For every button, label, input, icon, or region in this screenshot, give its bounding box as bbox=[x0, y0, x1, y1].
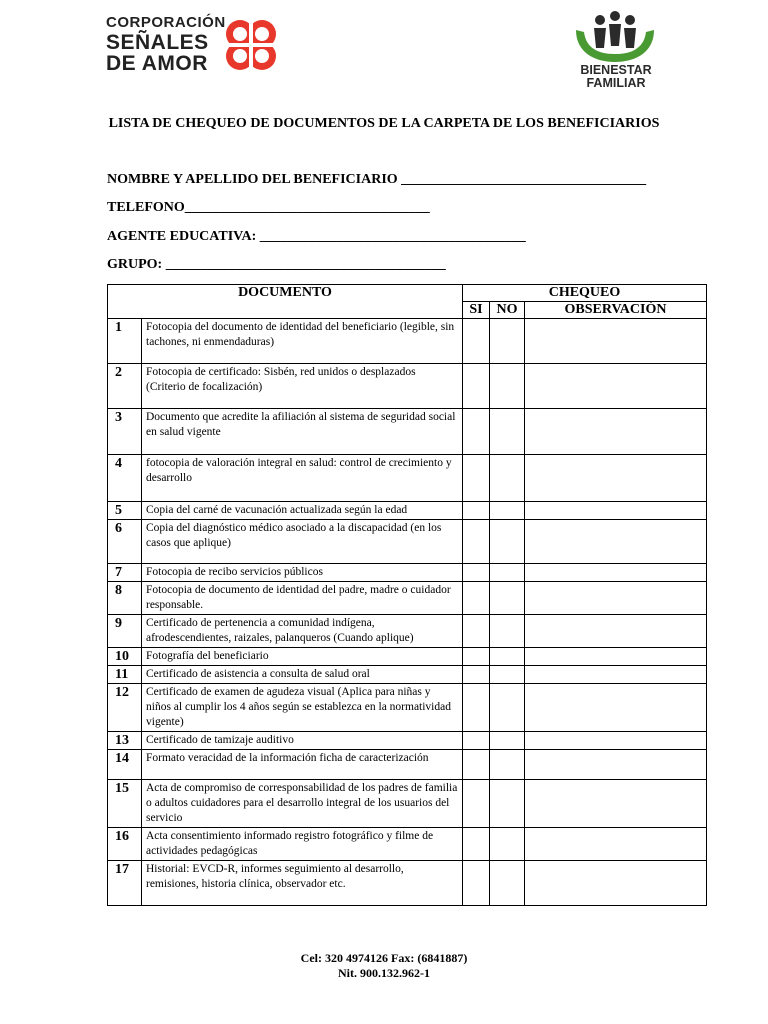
check-si[interactable] bbox=[463, 750, 490, 780]
observacion-cell[interactable] bbox=[525, 502, 707, 520]
check-no[interactable] bbox=[490, 319, 525, 364]
row-number: 12 bbox=[108, 684, 142, 732]
observacion-cell[interactable] bbox=[525, 615, 707, 648]
row-document: fotocopia de valoración integral en salud: control de crecimiento y desarrollo bbox=[142, 455, 463, 502]
field-nombre[interactable]: NOMBRE Y APELLIDO DEL BENEFICIARIO ___________________________________ bbox=[107, 172, 647, 187]
header-documento: DOCUMENTO bbox=[108, 285, 463, 319]
observacion-cell[interactable] bbox=[525, 364, 707, 409]
observacion-cell[interactable] bbox=[525, 732, 707, 750]
check-no[interactable] bbox=[490, 364, 525, 409]
row-number: 1 bbox=[108, 319, 142, 364]
table-row bbox=[108, 455, 707, 502]
check-si[interactable] bbox=[463, 409, 490, 455]
observacion-cell[interactable] bbox=[525, 455, 707, 502]
check-si[interactable] bbox=[463, 684, 490, 732]
table-row bbox=[108, 364, 707, 409]
row-number: 2 bbox=[108, 364, 142, 409]
table-row bbox=[108, 409, 707, 455]
check-no[interactable] bbox=[490, 648, 525, 666]
check-no[interactable] bbox=[490, 455, 525, 502]
check-no[interactable] bbox=[490, 666, 525, 684]
check-no[interactable] bbox=[490, 564, 525, 582]
observacion-cell[interactable] bbox=[525, 582, 707, 615]
check-no[interactable] bbox=[490, 750, 525, 780]
row-document: Acta de compromiso de corresponsabilidad de los padres de familia o adultos cuidadores para el desarrollo integral de los usuarios del servicio bbox=[142, 780, 463, 828]
table-row bbox=[108, 520, 707, 564]
row-document: Fotocopia de certificado: Sisbén, red unidos o desplazados (Criterio de focalización) bbox=[142, 364, 463, 409]
check-si[interactable] bbox=[463, 319, 490, 364]
row-document: Fotografía del beneficiario bbox=[142, 648, 463, 666]
table-row bbox=[108, 684, 707, 732]
row-number: 8 bbox=[108, 582, 142, 615]
table-row bbox=[108, 732, 707, 750]
check-si[interactable] bbox=[463, 455, 490, 502]
check-si[interactable] bbox=[463, 780, 490, 828]
check-si[interactable] bbox=[463, 564, 490, 582]
check-si[interactable] bbox=[463, 520, 490, 564]
row-document: Historial: EVCD-R, informes seguimiento al desarrollo, remisiones, historia clínica, observador etc. bbox=[142, 861, 463, 906]
row-number: 10 bbox=[108, 648, 142, 666]
table-row bbox=[108, 648, 707, 666]
row-number: 9 bbox=[108, 615, 142, 648]
check-no[interactable] bbox=[490, 409, 525, 455]
observacion-cell[interactable] bbox=[525, 861, 707, 906]
check-no[interactable] bbox=[490, 520, 525, 564]
check-si[interactable] bbox=[463, 861, 490, 906]
checklist-table bbox=[107, 284, 707, 906]
row-document: Certificado de asistencia a consulta de salud oral bbox=[142, 666, 463, 684]
check-si[interactable] bbox=[463, 615, 490, 648]
table-row bbox=[108, 582, 707, 615]
check-no[interactable] bbox=[490, 828, 525, 861]
row-document: Certificado de pertenencia a comunidad indígena, afrodescendientes, raizales, palanqueros (Cuando aplique) bbox=[142, 615, 463, 648]
footer-contact: Cel: 320 4974126 Fax: (6841887) bbox=[300, 951, 468, 965]
row-number: 17 bbox=[108, 861, 142, 906]
header-si: SI bbox=[463, 302, 490, 319]
check-no[interactable] bbox=[490, 502, 525, 520]
check-no[interactable] bbox=[490, 684, 525, 732]
row-document: Acta consentimiento informado registro fotográfico y filme de actividades pedagógicas bbox=[142, 828, 463, 861]
logo-senales-de-amor bbox=[106, 14, 282, 78]
observacion-cell[interactable] bbox=[525, 780, 707, 828]
logo-line-1: CORPORACIÓN bbox=[106, 14, 226, 31]
logo-bienestar-familiar bbox=[570, 10, 660, 96]
row-number: 14 bbox=[108, 750, 142, 780]
document-title: LISTA DE CHEQUEO DE DOCUMENTOS DE LA CARPETA DE LOS BENEFICIARIOS bbox=[108, 116, 660, 131]
row-number: 6 bbox=[108, 520, 142, 564]
check-si[interactable] bbox=[463, 648, 490, 666]
check-si[interactable] bbox=[463, 364, 490, 409]
header-no: NO bbox=[490, 302, 525, 319]
row-document: Certificado de examen de agudeza visual (Aplica para niñas y niños al cumplir los 4 años según se establezca en la normatividad vigente) bbox=[142, 684, 463, 732]
table-row bbox=[108, 828, 707, 861]
table-row bbox=[108, 502, 707, 520]
row-document: Fotocopia de documento de identidad del padre, madre o cuidador responsable. bbox=[142, 582, 463, 615]
table-row bbox=[108, 319, 707, 364]
row-number: 5 bbox=[108, 502, 142, 520]
observacion-cell[interactable] bbox=[525, 520, 707, 564]
row-number: 13 bbox=[108, 732, 142, 750]
row-document: Documento que acredite la afiliación al sistema de seguridad social en salud vigente bbox=[142, 409, 463, 455]
row-document: Fotocopia de recibo servicios públicos bbox=[142, 564, 463, 582]
row-number: 11 bbox=[108, 666, 142, 684]
observacion-cell[interactable] bbox=[525, 564, 707, 582]
observacion-cell[interactable] bbox=[525, 828, 707, 861]
check-si[interactable] bbox=[463, 666, 490, 684]
observacion-cell[interactable] bbox=[525, 648, 707, 666]
family-hands-icon bbox=[570, 10, 660, 64]
row-number: 3 bbox=[108, 409, 142, 455]
check-si[interactable] bbox=[463, 732, 490, 750]
row-number: 16 bbox=[108, 828, 142, 861]
check-no[interactable] bbox=[490, 861, 525, 906]
check-si[interactable] bbox=[463, 828, 490, 861]
table-row bbox=[108, 564, 707, 582]
observacion-cell[interactable] bbox=[525, 750, 707, 780]
field-telefono[interactable]: TELEFONO___________________________________ bbox=[107, 200, 430, 215]
table-row bbox=[108, 615, 707, 648]
logo-emblem-icon bbox=[220, 14, 282, 76]
table-row bbox=[108, 666, 707, 684]
row-document: Certificado de tamizaje auditivo bbox=[142, 732, 463, 750]
footer-nit: Nit. 900.132.962-1 bbox=[338, 966, 430, 980]
footer bbox=[0, 951, 768, 981]
observacion-cell[interactable] bbox=[525, 409, 707, 455]
logo-line-2: SEÑALES bbox=[106, 31, 209, 54]
check-no[interactable] bbox=[490, 582, 525, 615]
row-document: Copia del diagnóstico médico asociado a la discapacidad (en los casos que aplique) bbox=[142, 520, 463, 564]
table-row bbox=[108, 750, 707, 780]
check-no[interactable] bbox=[490, 732, 525, 750]
check-no[interactable] bbox=[490, 615, 525, 648]
table-row bbox=[108, 780, 707, 828]
row-document: Copia del carné de vacunación actualizada según la edad bbox=[142, 502, 463, 520]
logo-text bbox=[106, 14, 226, 74]
bienestar-line-1: BIENESTAR bbox=[580, 63, 652, 77]
observacion-cell[interactable] bbox=[525, 666, 707, 684]
bienestar-line-2: FAMILIAR bbox=[586, 76, 646, 90]
observacion-cell[interactable] bbox=[525, 684, 707, 732]
logo-line-3: DE AMOR bbox=[106, 52, 208, 75]
observacion-cell[interactable] bbox=[525, 319, 707, 364]
row-number: 4 bbox=[108, 455, 142, 502]
row-number: 7 bbox=[108, 564, 142, 582]
row-document: Fotocopia del documento de identidad del beneficiario (legible, sin tachones, ni enmendaduras) bbox=[142, 319, 463, 364]
bienestar-text bbox=[572, 64, 660, 90]
check-si[interactable] bbox=[463, 582, 490, 615]
row-number: 15 bbox=[108, 780, 142, 828]
field-agente[interactable]: AGENTE EDUCATIVA: ______________________________________ bbox=[107, 229, 526, 244]
check-no[interactable] bbox=[490, 780, 525, 828]
check-si[interactable] bbox=[463, 502, 490, 520]
header-chequeo: CHEQUEO bbox=[463, 285, 707, 302]
field-grupo[interactable]: GRUPO: ________________________________________ bbox=[107, 257, 446, 272]
row-document: Formato veracidad de la información ficha de caracterización bbox=[142, 750, 463, 780]
table-row bbox=[108, 861, 707, 906]
header-observacion: OBSERVACIÓN bbox=[525, 302, 707, 319]
